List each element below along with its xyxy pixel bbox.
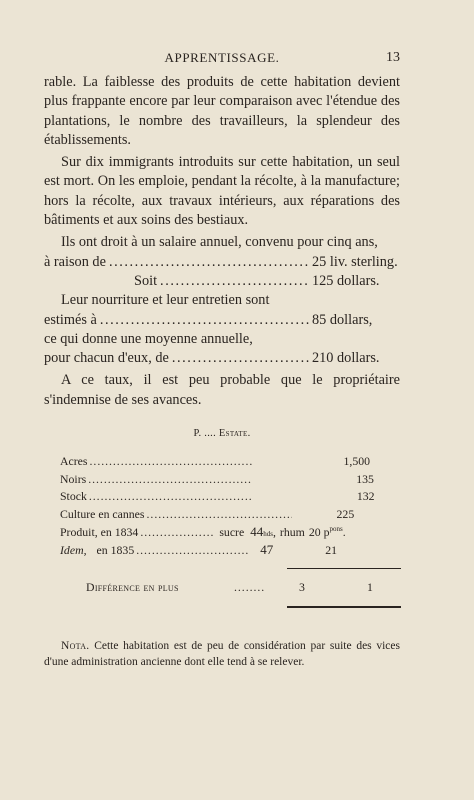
paragraph-1: rable. La faiblesse des produits de cette habitation devient plus frappante encore par leur comparaison avec l'étendue des plantations, le nombre des travailleurs, la splendeur des établissements. [44,74,400,148]
sum-rule [287,568,401,569]
idem-sucre-value: 47 [260,541,274,557]
rhum-value: 20 [308,525,321,540]
row-value: 135 [356,471,374,486]
closing-paragraph: A ce taux, il est peu probable que le propriétaire s'indemnise de ses avances. [44,372,400,408]
wage-soit-line [44,272,400,291]
average-text-2: pour chacun d'eux, de [44,350,169,367]
dot-leader [140,524,213,542]
estate-table [60,453,415,559]
dot-leader [89,488,312,506]
table-row [60,488,415,506]
difference-sucre: 3 [299,580,305,594]
food-value: 85 dollars, [312,311,373,328]
row-label: Acres [60,454,88,468]
average-line-1 [44,330,400,349]
table-row [60,453,415,471]
difference-label: Différence en plus [86,580,179,594]
idem-label: Idem, [60,542,87,557]
rhum-label: rhum [279,525,305,540]
wage-soit-value: 125 dollars. [312,272,380,289]
produit-label: Produit, en 1834 [60,525,139,540]
paragraph-3: Ils ont droit à un salaire annuel, convenu pour cinq ans, [61,234,378,251]
row-value: 225 [336,506,355,521]
rhum-unit-wrap: $p^{pons}$. [323,525,346,540]
running-title: APPRENTISSAGE. [164,50,280,65]
paragraph-2: Sur dix immigrants introduits sur cette habitation, un seul est mort. On les emploie, pendant la récolte, à la manufacture; hors la récolte, aux travaux intérieurs, aux réparations des bâtiments et aux soins des bestiaux. [44,154,400,229]
row-label: Noirs [60,471,87,486]
food-text-2: estimés à [44,311,97,328]
difference-rhum: 1 [367,580,373,594]
table-row [60,471,415,489]
dot-leader [109,253,309,272]
sucre-label: sucre [219,525,245,540]
page-body [44,73,400,410]
table-row [60,506,415,524]
row-label: Culture en cannes [60,506,145,521]
row-value: 1,500 [343,454,371,468]
idem-rhum-value: 21 [325,542,338,557]
food-line-1 [44,291,400,310]
average-text-1: ce qui donne une moyenne annuelle, [44,330,253,347]
average-line-2 [44,349,400,368]
page-number: 13 [386,50,400,65]
dot-leader [172,349,309,368]
note [44,638,400,671]
idem-year: en 1835 [96,542,135,557]
wage-soit-label: Soit [134,272,158,289]
dot-leader [147,506,292,524]
food-text-1: Leur nourriture et leur entretien sont [61,292,270,309]
dot-leader [88,471,311,489]
table-row-idem [60,541,415,559]
dot-leader [100,311,309,330]
unit-comma: , [272,525,276,540]
sucre-value: 44 [250,524,264,540]
average-value: 210 dollars. [312,350,380,367]
wage-rate-value: 25 liv. sterling. [312,253,398,270]
row-label: Stock [60,489,87,504]
estate-title: P. .... Estate. [193,428,251,439]
dot-leader: . . . . . . . . [234,580,264,594]
dot-leader [90,453,314,471]
wage-rate-label: à raison de [44,253,106,270]
dot-leader [160,272,309,291]
food-line-2 [44,311,400,330]
note-text: Cette habitation est de peu de considération par suite des vices d'une administration ancienne dont elle tend à se relever. [44,639,400,668]
rhum-unit: pons [329,525,343,534]
table-row-produit: Produit, en 1834 . . . sucre 44 hds , rhum 20 $p^{pons}$. [60,523,415,541]
note-label: Nota. [61,639,90,652]
total-rule [287,606,401,608]
row-value: 132 [356,489,375,504]
page-header [44,50,400,68]
dot-leader [136,542,248,560]
wage-rate-line [44,253,400,272]
